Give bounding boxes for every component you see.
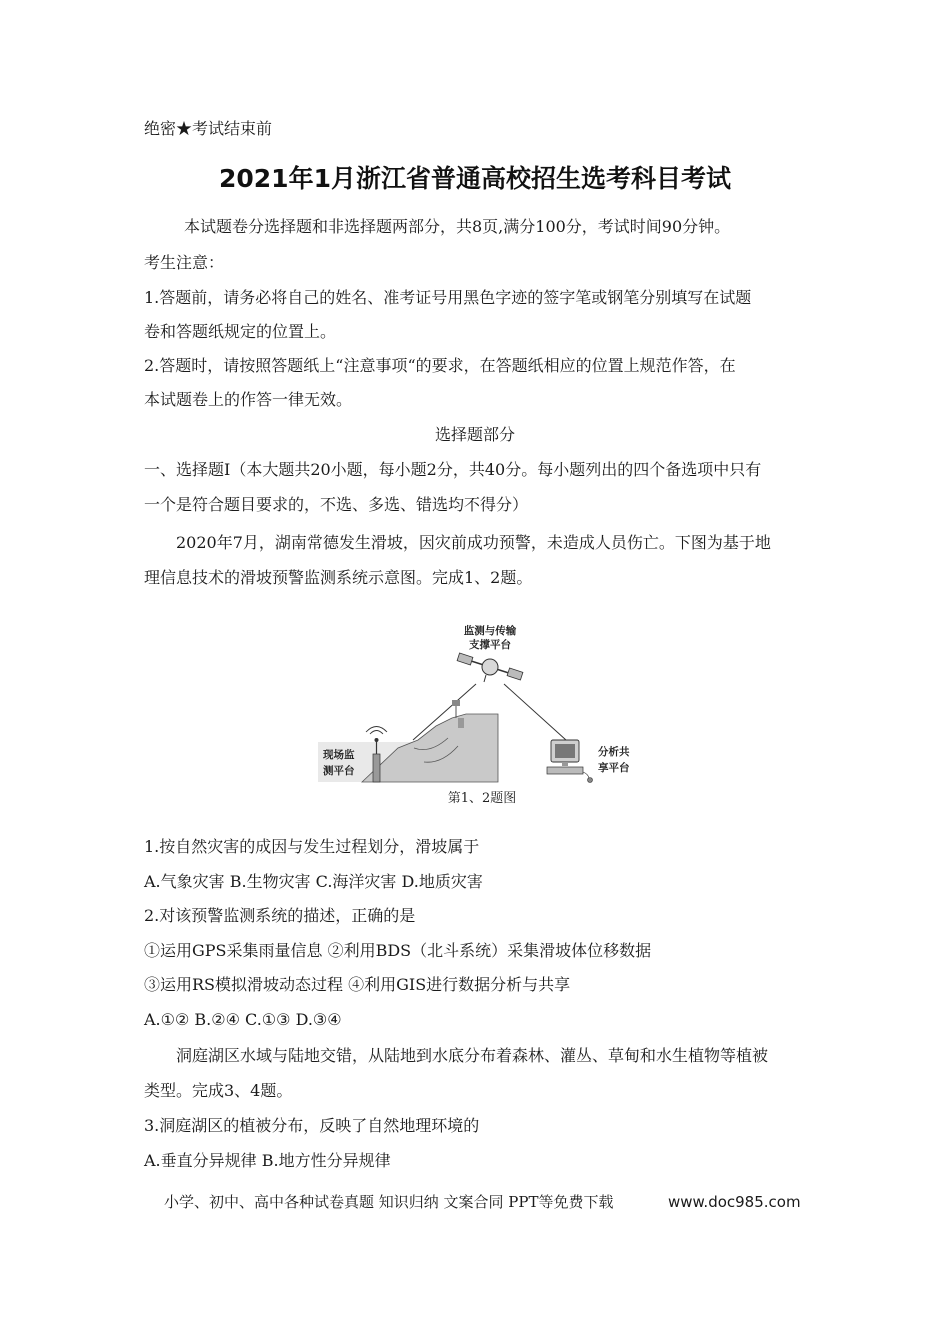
question-3-stem: 3.洞庭湖区的植被分布，反映了自然地理环境的 bbox=[144, 1116, 480, 1135]
question-1-options: A.气象灾害 B.生物灾害 C.海洋灾害 D.地质灾害 bbox=[144, 872, 483, 891]
question-2-stem: 2.对该预警监测系统的描述，正确的是 bbox=[144, 906, 416, 925]
confidential-mark: 绝密★考试结束前 bbox=[144, 119, 273, 138]
question-2-options: A.①② B.②④ C.①③ D.③④ bbox=[144, 1010, 342, 1029]
footer-promo-text: 小学、初中、高中各种试卷真题 知识归纳 文案合同 PPT等免费下载 bbox=[164, 1193, 614, 1211]
satellite-label-2: 支撑平台 bbox=[469, 639, 511, 651]
intro-summary: 本试题卷分选择题和非选择题两部分，共8页,满分100分，考试时间90分钟。 bbox=[184, 217, 731, 236]
share-label-2: 享平台 bbox=[598, 762, 630, 774]
figure-caption: 第1、2题图 bbox=[447, 791, 517, 806]
share-label-1: 分析共 bbox=[598, 746, 630, 758]
passage-1-line-2: 理信息技术的滑坡预警监测系统示意图。完成1、2题。 bbox=[144, 568, 533, 587]
satellite-icon bbox=[457, 653, 523, 682]
note-1-line-2: 卷和答题纸规定的位置上。 bbox=[144, 322, 337, 341]
notice-heading: 考生注意： bbox=[144, 253, 225, 272]
section-instruction-line-2: 一个是符合题目要求的，不选、多选、错选均不得分） bbox=[144, 495, 529, 514]
note-2-line-2: 本试题卷上的作答一律无效。 bbox=[144, 390, 353, 409]
passage-2-line-2: 类型。完成3、4题。 bbox=[144, 1081, 293, 1100]
note-1-line-1: 1.答题前，请务必将自己的姓名、准考证号用黑色字迹的签字笔或钢笔分别填写在试题 bbox=[144, 288, 752, 307]
satellite-label-1: 监测与传输 bbox=[463, 625, 517, 637]
question-3-options: A.垂直分异规律 B.地方性分异规律 bbox=[144, 1151, 391, 1170]
passage-2-line-1: 洞庭湖区水域与陆地交错，从陆地到水底分布着森林、灌丛、草甸和水生植物等植被 bbox=[176, 1046, 769, 1065]
section-heading: 选择题部分 bbox=[434, 425, 515, 444]
field-label-1: 现场监 bbox=[323, 749, 355, 761]
question-2-items-line-2: ③运用RS模拟滑坡动态过程 ④利用GIS进行数据分析与共享 bbox=[144, 975, 571, 994]
question-1-stem: 1.按自然灾害的成因与发生过程划分，滑坡属于 bbox=[144, 837, 480, 856]
passage-1-line-1: 2020年7月，湖南常德发生滑坡，因灾前成功预警，未造成人员伤亡。下图为基于地 bbox=[176, 533, 771, 552]
section-instruction-line-1: 一、选择题Ⅰ（本大题共20小题，每小题2分，共40分。每小题列出的四个备选项中只有 bbox=[144, 460, 762, 479]
link-line-right bbox=[504, 684, 566, 740]
footer-url-link[interactable]: www.doc985.com bbox=[668, 1193, 801, 1211]
question-2-items-line-1: ①运用GPS采集雨量信息 ②利用BDS（北斗系统）采集滑坡体位移数据 bbox=[144, 941, 652, 960]
landslide-monitoring-diagram bbox=[318, 622, 648, 810]
field-label-2: 测平台 bbox=[323, 765, 355, 777]
note-2-line-1: 2.答题时，请按照答题纸上“注意事项“的要求，在答题纸相应的位置上规范作答，在 bbox=[144, 356, 736, 375]
computer-icon bbox=[547, 740, 593, 783]
exam-title: 2021年1月浙江省普通高校招生选考科目考试 bbox=[219, 164, 731, 193]
